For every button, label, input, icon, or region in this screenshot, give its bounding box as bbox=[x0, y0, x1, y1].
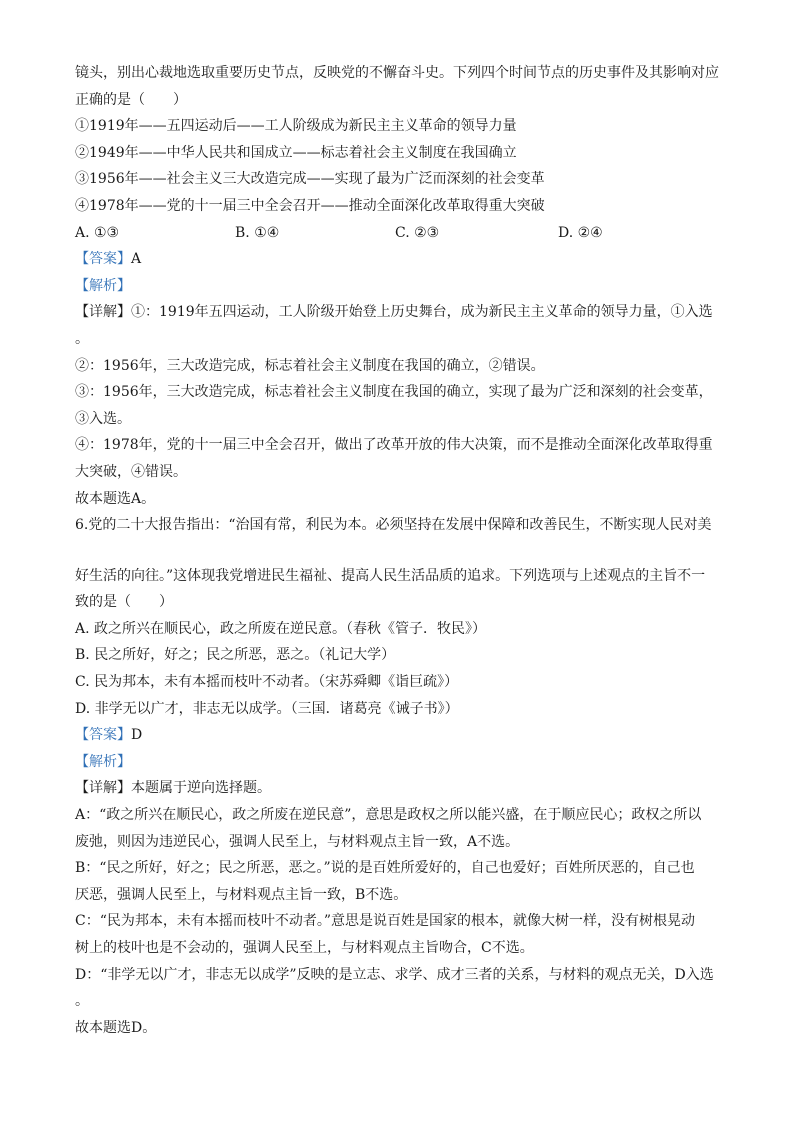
q6-conclusion: 故本题选D。 bbox=[75, 1019, 157, 1036]
q6-option-a: A. 政之所兴在顺民心，政之所废在逆民意。（春秋《管子．牧民》） bbox=[75, 620, 487, 637]
q6-detail-line-7: 树上的枝叶也是不会动的，强调人民至上，与材料观点主旨吻合，C不选。 bbox=[75, 940, 534, 956]
q6-detail-line-8: D：“非学无以广才，非志无以成学”反映的是立志、求学、成才三者的关系，与材料的观点无关，D入选 bbox=[75, 966, 714, 983]
detail-tag: 【详解】 bbox=[75, 780, 131, 797]
q5-detail-line-6: ④：1978年，党的十一届三中全会召开，做出了改革开放的伟大决策，而不是推动全面深化改革取得重 bbox=[75, 437, 713, 454]
q5-analysis-tag: 【解析】 bbox=[75, 277, 131, 294]
q5-statement-4: ④1978年——党的十一届三中全会召开——推动全面深化改革取得重大突破 bbox=[75, 197, 545, 214]
q5-detail-line-5: ③入选。 bbox=[75, 410, 131, 427]
q5-detail-line-2: 。 bbox=[75, 330, 89, 347]
q5-option-b: B. ①④ bbox=[235, 224, 280, 241]
answer-value: A bbox=[131, 251, 142, 268]
q6-stem-line-2: 好生活的向往。”这体现我党增进民生福祉、提高人民生活品质的追求。下列选项与上述观点的主旨不一 bbox=[75, 567, 706, 584]
q6-detail-line-4: B：“民之所好，好之；民之所恶，恶之。”说的是百姓所爱好的，自己也爱好；百姓所厌恶的，自己也 bbox=[75, 860, 695, 877]
detail-tag: 【详解】 bbox=[75, 304, 131, 321]
answer-tag: 【答案】 bbox=[75, 727, 131, 744]
q5-statement-3: ③1956年——社会主义三大改造完成——实现了最为广泛而深刻的社会变革 bbox=[75, 171, 545, 188]
q5-statement-1: ①1919年——五四运动后——工人阶级成为新民主主义革命的领导力量 bbox=[75, 118, 517, 135]
answer-value: D bbox=[131, 727, 143, 744]
q6-detail-line-1 bbox=[75, 775, 725, 802]
q5-detail-line-1 bbox=[75, 299, 725, 326]
q5-statement-2: ②1949年——中华人民共和国成立——标志着社会主义制度在我国确立 bbox=[75, 144, 517, 161]
q5-detail-line-3: ②：1956年，三大改造完成，标志着社会主义制度在我国的确立，②错误。 bbox=[75, 357, 545, 374]
detail-text: ①：1919年五四运动，工人阶级开始登上历史舞台，成为新民主主义革命的领导力量，①入选 bbox=[131, 304, 713, 321]
q6-detail-line-3: 废弛，则因为违逆民心，强调人民至上，与材料观点主旨一致，A不选。 bbox=[75, 833, 520, 850]
q6-detail-line-5: 厌恶，强调人民至上，与材料观点主旨一致，B不选。 bbox=[75, 886, 408, 903]
q5-detail-line-4: ③：1956年，三大改造完成，标志着社会主义制度在我国的确立，实现了最为广泛和深刻的社会变革， bbox=[75, 384, 713, 401]
q5-answer bbox=[75, 246, 725, 273]
document-page bbox=[75, 60, 725, 1041]
q6-analysis-tag: 【解析】 bbox=[75, 753, 131, 770]
q6-stem-line-3: 致的是（ ） bbox=[75, 594, 173, 611]
q5-option-d: D. ②④ bbox=[558, 224, 603, 241]
q6-option-c: C. 民为邦本，未有本摇而枝叶不动者。（宋苏舜卿《诣巨疏》） bbox=[75, 674, 459, 691]
q6-option-d: D. 非学无以广才，非志无以成学。（三国．诸葛亮《诫子书》） bbox=[75, 700, 459, 717]
q5-stem-line-2: 正确的是（ ） bbox=[75, 91, 187, 108]
q5-stem-line-1: 镜头，别出心裁地选取重要历史节点，反映党的不懈奋斗史。下列四个时间节点的历史事件及其影响对应 bbox=[75, 65, 719, 81]
q5-detail-line-7: 大突破，④错误。 bbox=[75, 463, 187, 480]
q6-detail-line-6: C：“民为邦本，未有本摇而枝叶不动者。”意思是说百姓是国家的根本，就像大树一样，没有树根晃动 bbox=[75, 913, 696, 930]
q6-detail-line-9: 。 bbox=[75, 993, 89, 1010]
q6-option-b: B. 民之所好，好之；民之所恶，恶之。（礼记大学） bbox=[75, 647, 396, 664]
q6-stem-line-1: 6.党的二十大报告指出：“治国有常，利民为本。必须坚持在发展中保障和改善民生，不断实现人民对美 bbox=[75, 517, 712, 534]
q5-options bbox=[75, 220, 725, 247]
q6-stem-gap bbox=[75, 539, 725, 563]
q6-answer bbox=[75, 722, 725, 749]
q5-option-c: C. ②③ bbox=[395, 224, 440, 241]
q6-detail-line-2: A：“政之所兴在顺民心，政之所废在逆民意”，意思是政权之所以能兴盛，在于顺应民心；政权之所以 bbox=[75, 807, 702, 824]
detail-text: 本题属于逆向选择题。 bbox=[131, 780, 271, 797]
q5-option-a: A. ①③ bbox=[75, 224, 120, 241]
answer-tag: 【答案】 bbox=[75, 251, 131, 268]
q5-conclusion: 故本题选A。 bbox=[75, 490, 156, 507]
